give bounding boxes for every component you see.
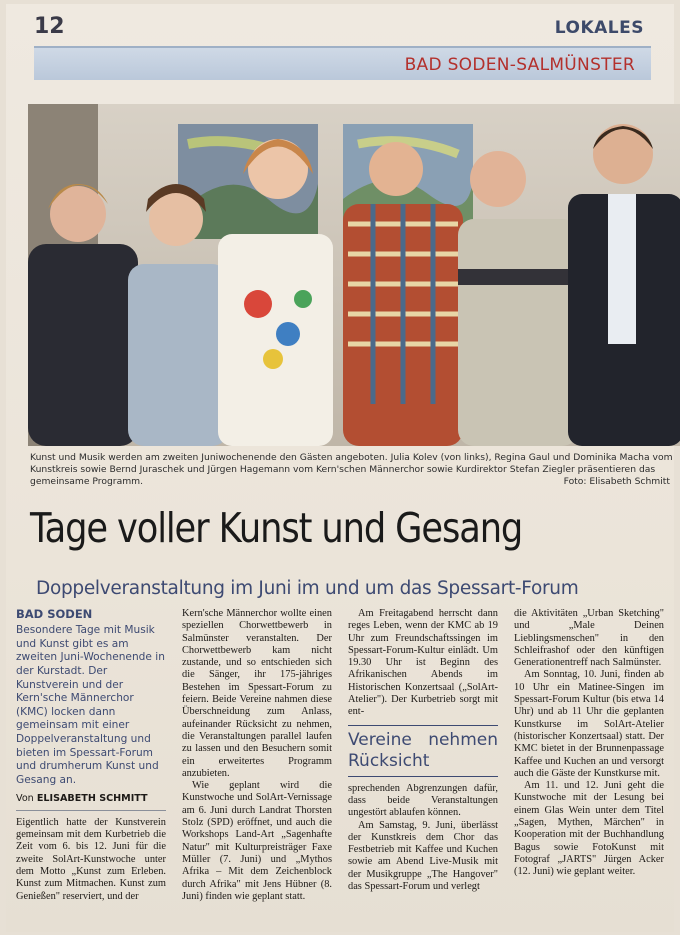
article-column-4 <box>514 608 664 879</box>
article-subheadline: Doppelveranstaltung im Juni im und um das Spessart-Forum <box>36 578 579 599</box>
article-column-3 <box>348 608 498 893</box>
newspaper-page <box>6 4 674 932</box>
byline <box>16 793 166 810</box>
body-paragraph: Am Samstag, 9. Juni, überlässt der Kunstkreis dem Chor das Festbetrieb mit Kaffee und Kuchen sowie am Abend Live-Musik mit der Musikgruppe „The Hangover" das Spessart-Forum und verlegt <box>348 819 498 893</box>
body-paragraph: Eigentlich hatte der Kunstverein gemeinsam mit dem Kurbetrieb die Zeit vom 6. bis 12. Juni für die zweite SolArt-Kunstwoche unter dem Motto „Kunst zum Erleben. Kunst zum Mitmachen. Kunst zum Genießen" reserviert, und der <box>16 816 166 902</box>
page-number: 12 <box>34 14 65 39</box>
subheading: Vereine nehmen Rücksicht <box>348 729 498 771</box>
body-paragraph: Am 11. und 12. Juni geht die Kunstwoche mit der Lesung bei einem Glas Wein unter dem Titel „Sagen, Mythen, Märchen" in Kooperation mit der Buchhandlung Bagus sowie FotoKunst mit Fotograf „JARTS" Jürgen Acker (12. Juni) wie geplant weiter. <box>514 780 664 878</box>
dateline: BAD SODEN <box>16 607 93 621</box>
group-photo <box>28 104 680 446</box>
article-lead: Besondere Tage mit Musik und Kunst gibt es am zweiten Juni-Wochenende in der Kurstadt. Der Kunstverein und der Kern'sche Männerchor (KMC) locken dann gemeinsam mit einer Doppelveranstaltung und bieten im Spessart-Forum und drumherum Kunst und Gesang an. <box>16 624 165 786</box>
body-paragraph: Am Freitagabend herrscht dann reges Leben, wenn der KMC ab 19 Uhr zum Freundschaftssingen im Spessart-Forum-Kultur einlädt. Um 19.30 Uhr ist Beginn des Afrikanischen Abends im Historischen Konzertsaal („SolArt-Atelier"). Der Kurbetrieb sorgt mit ent- <box>348 608 498 718</box>
section-label: LOKALES <box>554 18 644 38</box>
photo-credit: Foto: Elisabeth Schmitt <box>563 476 670 487</box>
article-column-2 <box>182 608 332 903</box>
photo-caption: Kunst und Musik werden am zweiten Juniwochenende den Gästen angeboten. Julia Kolev (von links), Regina Gaul und Dominika Macha vom Kunstkreis sowie Bernd Juraschek und Jürgen Hagemann vom Kern'schen Männerchor sowie Kurdirektor Stefan Ziegler präsentieren das gemeinsame Programm. <box>30 452 673 487</box>
author-name: ELISABETH SCHMITT <box>36 793 148 805</box>
article-column-1 <box>16 608 166 903</box>
body-paragraph: die Aktivitäten „Urban Sketching" und „Male Deinen Lieblingsmenschen" in den Schleifrashof oder den künftigen Generationentreff nach Salmünster. <box>514 608 664 669</box>
byline-prefix: Von <box>16 793 34 805</box>
body-paragraph: Am Sonntag, 10. Juni, finden ab 10 Uhr ein Matinee-Singen im Spessart-Forum Kultur (bis etwa 14 Uhr) und ab 11 Uhr die geplanten Kunstkurse im SolArt-Atelier (historischer Konzertsaal) statt. Der KMC bietet in der Brunnenpassage Kaffee und Kuchen an und versorgt auch die Gäste der Kunstkurse mit. <box>514 669 664 779</box>
subheading-box <box>348 725 498 777</box>
body-paragraph: Kern'sche Männerchor wollte einen speziellen Chorwettbewerb in Salmünster veranstalten. Der Chorwettbewerb kam nicht zustande, und so entschieden sich die Sänger, ihr 175-jähriges Bestehen im Spessart-Forum zu feiern. Beide Vereine nahmen diese Überschneidung zum Anlass, aufeinander Rücksicht zu nehmen, die Veranstaltungen parallel laufen zu lassen und den Besuchern somit ein erweitertes Programm anzubieten. <box>182 608 332 779</box>
body-paragraph: Wie geplant wird die Kunstwoche und SolArt-Vernissage am 6. Juni durch Landrat Thorsten Stolz (SPD) eröffnet, und auch die Workshops Land-Art „Sagenhafte Natur" mit Kulturpreisträger Faxe Müller (7. Juni) und „Mythos Afrika – Mit dem Zeichenblock durch Afrika" mit Jens Hübner (8. Juni) finden wie geplant statt. <box>182 780 332 902</box>
location-title: BAD SODEN-SALMÜNSTER <box>404 55 635 75</box>
body-paragraph: sprechenden Abgrenzungen dafür, dass beide Veranstaltungen ungestört ablaufen können. <box>348 782 498 819</box>
article-headline: Tage voller Kunst und Gesang <box>30 504 523 552</box>
location-band <box>34 46 651 80</box>
